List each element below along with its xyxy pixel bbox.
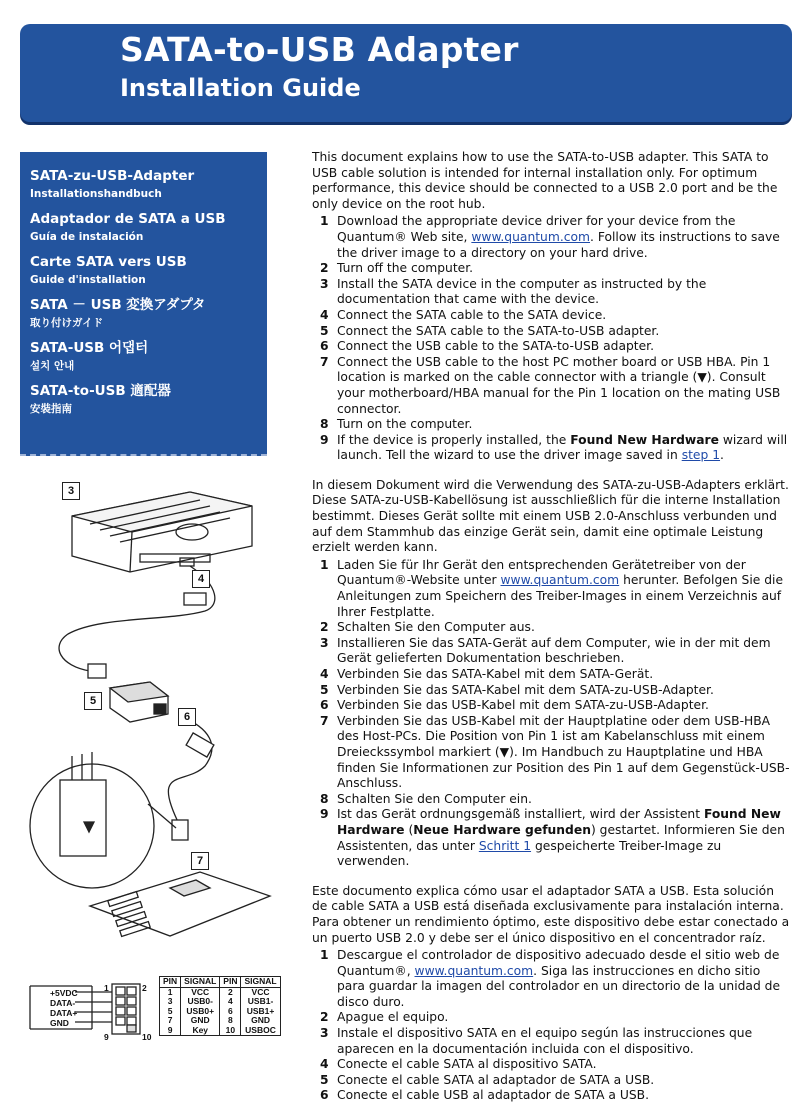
sidebar-subtitle: Guide d'installation — [30, 274, 146, 286]
sidebar-title: SATA-to-USB 適配器 — [30, 383, 171, 399]
english-steps — [312, 214, 790, 464]
table-header: SIGNAL — [241, 977, 280, 988]
sidebar-subtitle: 설치 안내 — [30, 360, 75, 372]
step-text: wizard will launch. Tell the wizard to use the driver image saved in — [337, 432, 788, 463]
table-row — [160, 987, 281, 1036]
step-2: 2 Schalten Sie den Computer aus. — [320, 620, 535, 635]
step-text: Connect the SATA cable to the SATA device. — [337, 307, 607, 322]
english-intro: This document explains how to use the SATA-to-USB adapter. This SATA to USB cable solution is intended for internal installation only. For optimum performance, this device should be connected to a USB 2.0 port and be the only device on the root hub. — [312, 150, 778, 211]
signal-cell: USB0- — [187, 996, 213, 1006]
signal-cell: Key — [192, 1024, 209, 1035]
quantum-link[interactable]: www.quantum.com — [414, 963, 534, 978]
quantum-link[interactable]: www.quantum.com — [471, 229, 591, 244]
step-9: 9 Ist das Gerät ordnungsgemäß installiert, wird der Assistent Found New Hardware (Neue Hardware gefunden) gestartet. Informieren Sie den Assistenten, das unter Schritt 1 gespeicherte Treiber-Image zu verwenden. — [320, 807, 785, 869]
sidebar-item-fr — [30, 252, 257, 288]
sidebar-item-zh — [30, 381, 257, 417]
sidebar-item-es — [30, 209, 257, 245]
wizard-name: Found New Hardware — [570, 432, 719, 447]
signal-cell: GND — [190, 1015, 210, 1025]
step-6: 6 Verbinden Sie das USB-Kabel mit dem SATA-zu-USB-Adapter. — [320, 698, 709, 713]
signal-cell: USB1- — [247, 996, 274, 1006]
installation-figure — [20, 476, 290, 1066]
pin-legend-item: DATA- — [50, 998, 76, 1008]
pin-legend-item: DATA+ — [50, 1008, 78, 1018]
step-3: 3 Install the SATA device in the computer as instructed by the documentation that came with the device. — [320, 276, 707, 307]
spanish-intro: Este documento explica cómo usar el adaptador SATA a USB. Esta solución de cable SATA a USB está diseñada exclusivamente para instalación interna. Para obtener un rendimiento óptimo, este dispositivo debe estar conectado a un puerto USB 2.0 y debe ser el único dispositivo en el concentrador raíz. — [312, 883, 790, 945]
step-text: Instale el dispositivo SATA en el equipo según las instrucciones que aparecen en la documentación incluida con el dispositivo. — [337, 1026, 753, 1056]
step-7: 7 Verbinden Sie das USB-Kabel mit der Hauptplatine oder dem USB-HBA des Host-PCs. Die Position von Pin 1 ist am Kabelanschluss mit einem Dreieckssymbol markiert (▼). Im Handbuch zu Hauptplatine und HBA finden Sie Informationen zur Position des Pin 1 auf dem Gegenstück-USB-Anschluss. — [320, 713, 790, 791]
step-5: 5 Verbinden Sie das SATA-Kabel mit dem SATA-zu-USB-Adapter. — [320, 682, 714, 697]
table-cell — [220, 987, 241, 1036]
signal-cell: USB0+ — [186, 1005, 215, 1016]
step-text: Connect the USB cable to the SATA-to-USB adapter. — [337, 339, 655, 354]
pin-cell: 10 — [225, 1024, 236, 1035]
pin-signal-table — [159, 976, 281, 1036]
pin-cell: 7 — [167, 1015, 173, 1025]
sidebar-subtitle: Installationshandbuch — [30, 188, 162, 200]
step-4: 4 Verbinden Sie das SATA-Kabel mit dem SATA-Gerät. — [320, 667, 654, 681]
step-3: 3 Installieren Sie das SATA-Gerät auf dem Computer, wie in der mit dem Gerät gelieferten Dokumentation beschrieben. — [320, 635, 771, 666]
step-text: If the device is properly installed, the — [337, 432, 571, 447]
step-9: 9 If the device is properly installed, the Found New Hardware wizard will launch. Tell the wizard to use the driver image saved in step 1. — [320, 432, 788, 463]
step-text: Turn on the computer. — [337, 417, 473, 432]
step-text: Schalten Sie den Computer aus. — [337, 620, 535, 635]
document-subtitle: Installation Guide — [120, 74, 361, 102]
step-text: . Siga las instrucciones en dicho sitio para guardar la imagen del controlador en un directorio de la unidad de disco duro. — [337, 963, 781, 1009]
sidebar-title: Adaptador de SATA a USB — [30, 211, 226, 227]
figure-label: 7 — [191, 852, 209, 870]
step-2: 2 Apague el equipo. — [320, 1010, 449, 1025]
step-4: 4 Connect the SATA cable to the SATA device. — [320, 307, 607, 322]
figure-label: 5 — [84, 692, 102, 710]
step-text: Verbinden Sie das USB-Kabel mit dem SATA-zu-USB-Adapter. — [337, 698, 709, 713]
step-7: 7 Connect the USB cable to the host PC mother board or USB HBA. Pin 1 location is marked on the cable connector with a triangle (▼). Consult your motherboard/HBA manual for the Pin 1 location on the mating USB connector. — [320, 354, 781, 416]
signal-cell: GND — [251, 1015, 270, 1025]
schritt-1-link[interactable]: Schritt 1 — [478, 838, 532, 853]
step-text: . Follow its instructions to save the driver image to a directory on your hard drive. — [337, 229, 780, 260]
pin-cell: 1 — [167, 986, 173, 997]
figure-label: 3 — [62, 482, 80, 500]
sidebar-title: SATA-zu-USB-Adapter — [30, 168, 195, 184]
step-text: Install the SATA device in the computer as instructed by the documentation that came with the device. — [337, 276, 707, 307]
pin-legend — [50, 988, 78, 1028]
step-text: Conecte el cable USB al adaptador de SATA a USB. — [337, 1088, 649, 1103]
step-text: Verbinden Sie das USB-Kabel mit der Hauptplatine oder dem USB-HBA des Host-PCs. Die Position von Pin 1 ist am Kabelanschluss mit einem Dreieckssymbol markiert (▼). Im Handbuch zu Hauptplatine und HBA finden Sie Informationen zur Position des Pin 1 auf dem Gegenstück-USB-Anschluss. — [337, 713, 790, 791]
title-banner — [20, 24, 792, 122]
wizard-name: Found New Hardware — [337, 807, 781, 837]
figure-label: 4 — [192, 570, 210, 588]
step-text: Apague el equipo. — [337, 1010, 449, 1025]
step-text: Descargue el controlador de dispositivo adecuado desde el sitio web de Quantum®, — [337, 948, 780, 978]
sidebar-subtitle: 取り付けガイド — [30, 317, 104, 329]
step-text: Verbinden Sie das SATA-Kabel mit dem SATA-Gerät. — [337, 667, 654, 681]
german-intro: In diesem Dokument wird die Verwendung des SATA-zu-USB-Adapters erklärt. Diese SATA-zu-USB-Kabellösung ist ausschließlich für die interne Installation bestimmt. Dieses Gerät sollte mit einem USB 2.0-Anschluss verbunden und auf dem Stammhub das einzige Gerät sein, damit eine optimale Leistung erzielt werden kann. — [312, 477, 789, 555]
language-sidebar — [20, 152, 267, 456]
step-text: Laden Sie für Ihr Gerät den entsprechenden Gerätetreiber von der Quantum®-Website unter — [337, 557, 746, 588]
pin-cell: 8 — [228, 1015, 233, 1025]
sidebar-title: Carte SATA vers USB — [30, 254, 187, 270]
figure-label: 6 — [178, 708, 196, 726]
table-header: PIN — [220, 977, 241, 988]
sidebar-subtitle: 安裝指南 — [30, 403, 72, 415]
step-8: 8 Schalten Sie den Computer ein. — [320, 791, 532, 806]
pin-cell: 2 — [228, 986, 233, 997]
step-8: 8 Turn on the computer. — [320, 417, 473, 432]
step-text: Conecte el cable SATA al adaptador de SATA a USB. — [337, 1072, 655, 1087]
step-1: 1 Descargue el controlador de dispositivo adecuado desde el sitio web de Quantum®, www.quantum.com. Siga las instrucciones en dicho sitio para guardar la imagen del controlador en un directorio de la unidad de disco duro. — [320, 948, 781, 1009]
step-text: gespeicherte Treiber-Image zu verwenden. — [337, 838, 722, 869]
pin-number: 10 — [142, 1032, 152, 1042]
table-cell — [241, 987, 280, 1036]
step-text: Installieren Sie das SATA-Gerät auf dem Computer, wie in der mit dem Gerät gelieferten Dokumentation beschrieben. — [337, 635, 771, 666]
sidebar-title: SATA-USB 어댑터 — [30, 340, 149, 356]
instructions-column — [312, 150, 790, 1118]
step-5: 5 Conecte el cable SATA al adaptador de SATA a USB. — [320, 1072, 655, 1087]
pin-cell: 3 — [167, 996, 173, 1006]
table-header: PIN — [160, 977, 181, 988]
step-text: ) gestartet. Informieren Sie den Assistenten, das unter — [337, 822, 785, 853]
step-text: Connect the SATA cable to the SATA-to-USB adapter. — [337, 323, 660, 338]
signal-cell: VCC — [251, 986, 270, 997]
table-cell — [160, 987, 181, 1036]
pin-number: 9 — [104, 1032, 109, 1042]
pin-cell: 9 — [167, 1024, 173, 1035]
pin-cell: 4 — [228, 996, 233, 1006]
step-text: . — [720, 448, 724, 463]
wizard-name-german: Neue Hardware gefunden — [413, 822, 591, 837]
step-6: 6 Connect the USB cable to the SATA-to-USB adapter. — [320, 339, 655, 354]
step-1: 1 Download the appropriate device driver for your device from the Quantum® Web site, www.quantum.com. Follow its instructions to save the driver image to a directory on your hard drive. — [320, 214, 780, 260]
table-header-row — [160, 977, 281, 988]
step-2: 2 Turn off the computer. — [320, 261, 474, 276]
table-cell — [181, 987, 220, 1036]
signal-cell: USBOC — [245, 1024, 276, 1035]
sidebar-item-ja — [30, 295, 257, 331]
step-text: Download the appropriate device driver for your device from the Quantum® Web site, — [337, 214, 736, 244]
step-text: Conecte el cable SATA al dispositivo SATA. — [337, 1057, 597, 1072]
sidebar-subtitle: Guía de instalación — [30, 231, 144, 243]
sidebar-item-de — [30, 166, 257, 202]
step-4: 4 Conecte el cable SATA al dispositivo SATA. — [320, 1057, 597, 1072]
step-text: Turn off the computer. — [337, 261, 474, 276]
pin-number: 1 — [104, 983, 109, 993]
step-1: 1 Laden Sie für Ihr Gerät den entsprechenden Gerätetreiber von der Quantum®-Website unter www.quantum.com herunter. Befolgen Sie die Anleitungen zum Speichern des Treiber-Images in einem Verzeichnis auf Ihrer Festplatte. — [320, 557, 784, 619]
signal-cell: VCC — [191, 986, 210, 997]
quantum-link[interactable]: www.quantum.com — [500, 573, 620, 588]
pin-number: 2 — [142, 983, 147, 993]
step-text: Connect the USB cable to the host PC mother board or USB HBA. Pin 1 location is marked on the cable connector with a triangle (▼). Consult your motherboard/HBA manual for the Pin 1 location on the mating USB connector. — [337, 354, 781, 416]
step-text: herunter. Befolgen Sie die Anleitungen zum Speichern des Treiber-Images in einem Verzeichnis auf Ihrer Festplatte. — [337, 573, 784, 619]
table-header: SIGNAL — [181, 977, 220, 988]
step-5: 5 Connect the SATA cable to the SATA-to-USB adapter. — [320, 323, 660, 338]
step-text: Schalten Sie den Computer ein. — [337, 791, 532, 806]
sidebar-item-ko — [30, 338, 257, 374]
step-text: ( — [404, 822, 414, 837]
step-text: Verbinden Sie das SATA-Kabel mit dem SATA-zu-USB-Adapter. — [337, 682, 714, 697]
signal-cell: USB1+ — [246, 1005, 275, 1016]
pin-legend-item: +5VDC — [50, 988, 78, 998]
pin-cell: 6 — [228, 1005, 233, 1016]
document-title: SATA-to-USB Adapter — [120, 30, 519, 69]
pin-legend-item: GND — [50, 1018, 69, 1028]
step-3: 3 Instale el dispositivo SATA en el equipo según las instrucciones que aparecen en la documentación incluida con el dispositivo. — [320, 1026, 753, 1056]
german-steps — [312, 558, 790, 870]
spanish-steps — [312, 948, 790, 1104]
sidebar-title: SATA － USB 変換アダプタ — [30, 297, 206, 313]
step-text: Ist das Gerät ordnungsgemäß installiert, wird der Assistent — [337, 807, 704, 822]
step-6: 6 Conecte el cable USB al adaptador de SATA a USB. — [320, 1088, 649, 1103]
step-1-link[interactable]: step 1 — [681, 448, 721, 463]
pin-cell: 5 — [167, 1005, 173, 1016]
